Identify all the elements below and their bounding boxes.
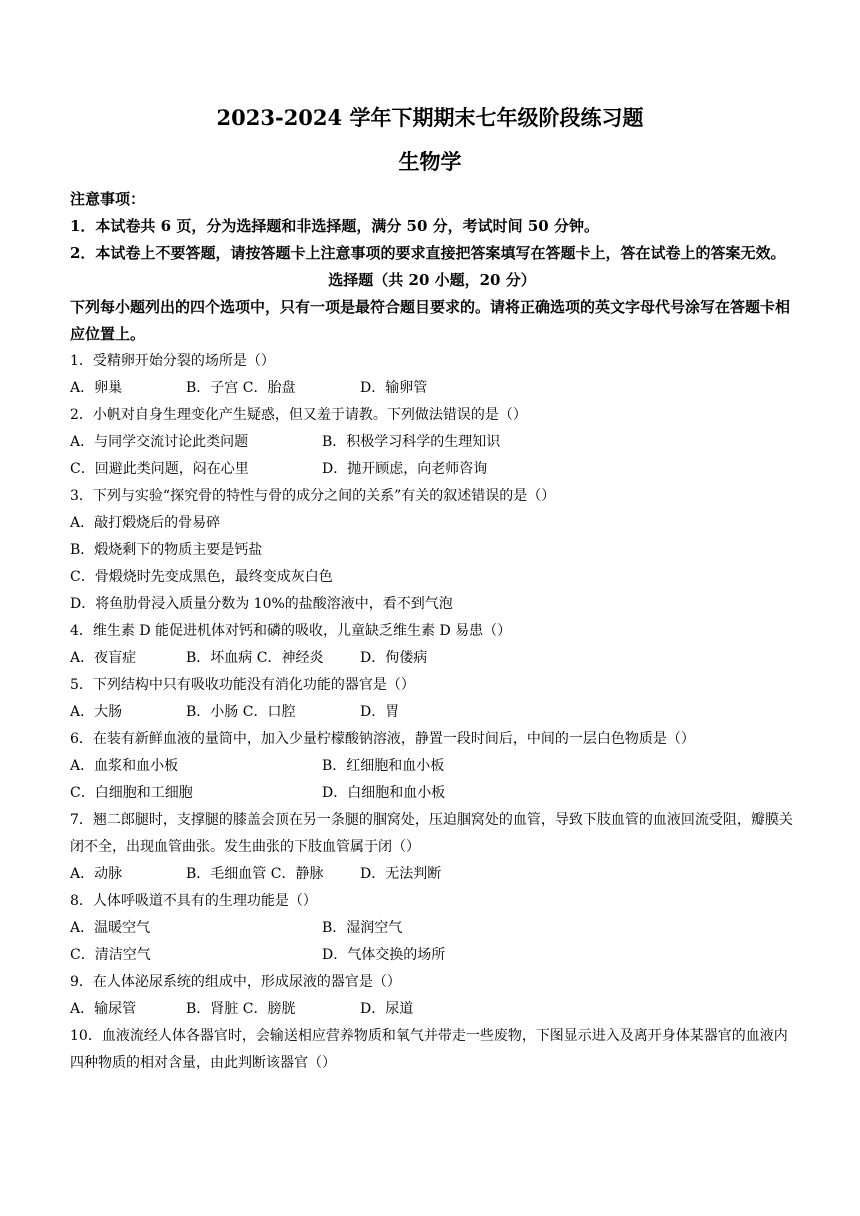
question-list	[70, 348, 794, 1077]
question-stem: 7．翘二郎腿时，支撑腿的膝盖会顶在另一条腿的腘窝处，压迫腘窝处的血管，导致下肢血管的血液回流受阻，瓣膜关闭不全，出现血管曲张。发生曲张的下肢血管属于闭（）	[70, 812, 793, 855]
question-stem: 9．在人体泌尿系统的组成中，形成尿液的器官是（）	[70, 974, 401, 990]
option-row	[70, 699, 794, 726]
question-stem: 2．小帆对自身生理变化产生疑惑，但又羞于请教。下列做法错误的是（）	[70, 407, 527, 423]
option-text: A．夜盲症	[70, 650, 137, 666]
option-row	[70, 510, 794, 537]
option-text: A．输尿管	[70, 1001, 137, 1017]
option-text: B．子宫 C．胎盘	[186, 380, 296, 396]
exam-title: 2023-2024 学年下期期末七年级阶段练习题	[216, 105, 644, 130]
option-text: A．血浆和血小板	[70, 758, 179, 774]
option-text: B．煅烧剩下的物质主要是钙盐	[70, 542, 263, 558]
option-text: A．与同学交流讨论此类问题	[70, 434, 249, 450]
option-row	[70, 645, 794, 672]
option-text: D．胃	[360, 704, 400, 720]
option-text: A．敲打煅烧后的骨易碎	[70, 515, 221, 531]
option-text: D．抛开顾虑，向老师咨询	[322, 461, 488, 477]
question-stem: 10．血液流经人体各器官时，会输送相应营养物质和氧气并带走一些废物，下图显示进入及离开身体某器官的血液内四种物质的相对含量，由此判断该器官（）	[70, 1028, 788, 1071]
option-text: C．白细胞和工细胞	[70, 785, 193, 801]
question-stem: 3．下列与实验“探究骨的特性与骨的成分之间的关系”有关的叙述错误的是（）	[70, 488, 556, 504]
option-text: D．将鱼肋骨浸入质量分数为 10%的盐酸溶液中，看不到气泡	[70, 596, 453, 612]
notice-item-1: 1．本试卷共 6 页，分为选择题和非选择题，满分 50 分，考试时间 50 分钟。	[70, 217, 599, 235]
question-stem: 4．维生素 D 能促进机体对钙和磷的吸收，儿童缺乏维生素 D 易患（）	[70, 623, 512, 639]
option-text: C．清洁空气	[70, 947, 151, 963]
option-text: B．积极学习科学的生理知识	[322, 434, 501, 450]
option-row	[70, 375, 794, 402]
option-text: B．肾脏 C．膀胱	[186, 1001, 296, 1017]
option-text: D．尿道	[360, 1001, 414, 1017]
option-text: B．湿润空气	[322, 920, 403, 936]
exam-content	[70, 186, 794, 1077]
exam-subject: 生物学	[398, 149, 462, 174]
option-row	[70, 429, 794, 456]
section-instruction: 下列每小题列出的四个选项中，只有一项是最符合题目要求的。请将正确选项的英文字母代号涂写在答题卡相应位置上。	[70, 298, 791, 343]
option-text: C．骨煅烧时先变成黑色，最终变成灰白色	[70, 569, 333, 585]
option-row	[70, 537, 794, 564]
option-text: B．毛细血管 C．静脉	[186, 866, 324, 882]
question-stem: 1．受精卵开始分裂的场所是（）	[70, 353, 275, 369]
option-text: D．气体交换的场所	[322, 947, 446, 963]
option-text: D．白细胞和血小板	[322, 785, 446, 801]
question-stem: 5．下列结构中只有吸收功能没有消化功能的器官是（）	[70, 677, 415, 693]
notice-heading: 注意事项：	[70, 190, 146, 208]
option-text: B．坏血病 C．神经炎	[186, 650, 324, 666]
question-stem: 6．在装有新鲜血液的量筒中，加入少量柠檬酸钠溶液，静置一段时间后，中间的一层白色物质是（）	[70, 731, 695, 747]
option-text: A．温暖空气	[70, 920, 151, 936]
option-row	[70, 915, 794, 942]
option-text: D．输卵管	[360, 380, 428, 396]
option-text: D．佝偻病	[360, 650, 428, 666]
question-stem: 8．人体呼吸道不具有的生理功能是（）	[70, 893, 317, 909]
notice-item-2: 2．本试卷上不要答题，请按答题卡上注意事项的要求直接把答案填写在答题卡上，答在试卷上的答案无效。	[70, 244, 786, 262]
option-row	[70, 942, 794, 969]
option-text: A．卵巢	[70, 380, 123, 396]
option-text: C．回避此类问题，闷在心里	[70, 461, 249, 477]
option-row	[70, 456, 794, 483]
option-row	[70, 564, 794, 591]
option-text: B．红细胞和血小板	[322, 758, 445, 774]
option-row	[70, 591, 794, 618]
option-text: B．小肠 C．口腔	[186, 704, 296, 720]
option-text: A．动脉	[70, 866, 123, 882]
option-row	[70, 996, 794, 1023]
option-row	[70, 753, 794, 780]
option-text: D．无法判断	[360, 866, 442, 882]
section-title: 选择题（共 20 小题，20 分）	[328, 271, 536, 289]
option-row	[70, 780, 794, 807]
option-text: A．大肠	[70, 704, 123, 720]
option-row	[70, 861, 794, 888]
